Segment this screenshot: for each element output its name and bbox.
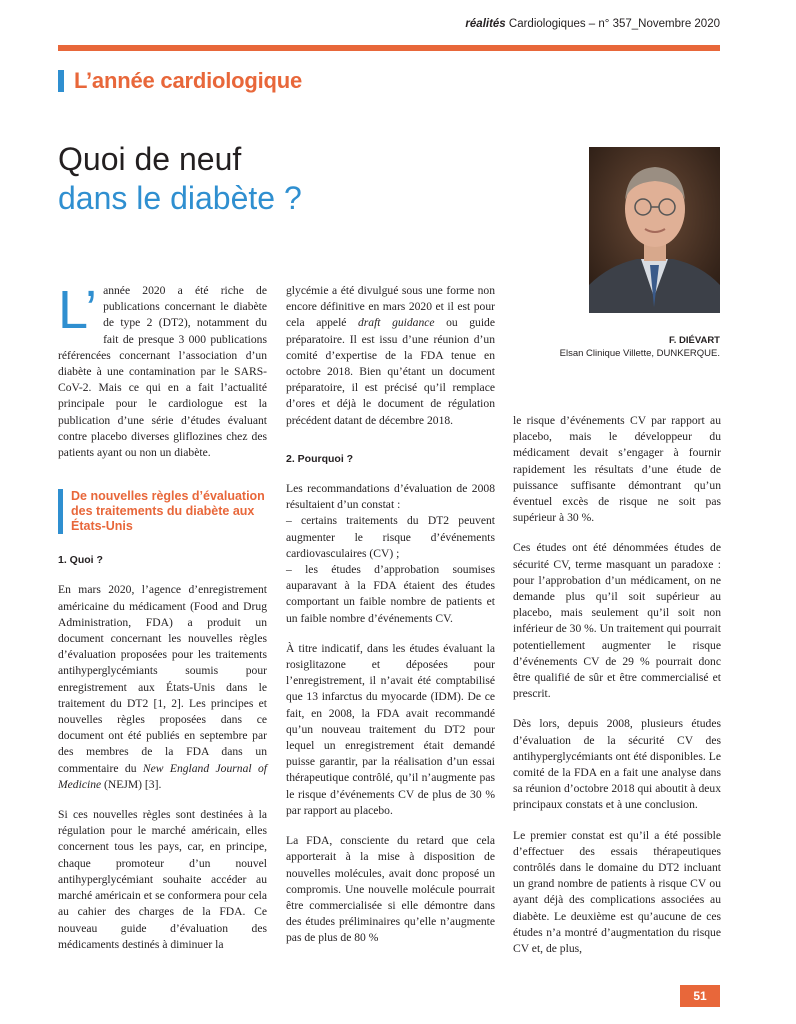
paragraph: Le premier constat est qu’il a été possible d’effectuer des essais thérapeutiques contrôlés dans le domaine du DT2 incluant un grand nombre de patients à risque CV ou ayant déjà des complications associées au diabète. Le deuxième est qu’aucune de ces études n’a montré d’augmentation du risque CV et, de plus, bbox=[513, 828, 721, 956]
paragraph: La FDA, consciente du retard que cela apporterait à la mise à disposition de nouvelles molécules, avait donc proposé un compromis. Une nouvelle molécule pourrait être commercialisée si elle démontre dans des études préliminaires qu’elle n’augmente pas de plus de 80 % bbox=[286, 834, 495, 945]
header-rule bbox=[58, 45, 720, 51]
paragraph: Dès lors, depuis 2008, plusieurs études d’évaluation de la sécurité CV des antihyperglycémiants ont été disponibles. Le comité de la FDA en a fait une analyse dans sa réunion d’octobre 2018 qui aboutit à deux principaux constats et à une conclusion. bbox=[513, 717, 721, 812]
subsection-heading: De nouvelles règles d’évaluation des traitements du diabète aux États-Unis bbox=[58, 489, 267, 534]
journal-issue: Cardiologiques – n° 357_Novembre 2020 bbox=[505, 18, 720, 30]
paragraph: le risque d’événements CV par rapport au placebo, mais le développeur du médicament devait s’engager à fournir rapidement les résultats d’une étude de puissance suffisante démontrant qu’un éventuel excès de risque ne soit pas supérieur à 30 %. bbox=[513, 414, 721, 525]
page-number: 51 bbox=[680, 985, 720, 1007]
draft-guidance-term: draft guidance bbox=[357, 316, 435, 330]
list-item: – certains traitements du DT2 peuvent augmenter le risque d’événements cardiovasculaires (CV) ; bbox=[286, 514, 495, 560]
question-heading-1: 1. Quoi ? bbox=[58, 554, 103, 567]
title-line-2: dans le diabète ? bbox=[58, 180, 302, 216]
title-line-1: Quoi de neuf bbox=[58, 141, 242, 177]
author-photo bbox=[589, 147, 720, 313]
column-2 bbox=[286, 283, 495, 961]
drop-cap: L’ bbox=[58, 280, 98, 340]
column-3 bbox=[513, 413, 721, 971]
question-heading-2: 2. Pourquoi ? bbox=[286, 452, 354, 465]
author-affiliation: Elsan Clinique Villette, DUNKERQUE. bbox=[559, 348, 720, 359]
journal-name: New England Journal of Medicine bbox=[58, 761, 267, 791]
paragraph: À titre indicatif, dans les études évaluant la rosiglitazone et déposées pour l’enregistrement, il n’avait été comptabilisé que 13 infarctus du myocarde (IDM). De ce fait, en 2008, la FDA avait recommandé qu’un nouveau traitement du DT2 pour lequel un enregistrement était demandé puisse garantir, par la réalisation d’un essai thérapeutique contrôlé, qu’il n’augmente pas le risque d’événements CV de plus de 30 % par rapport au placebo. bbox=[286, 641, 495, 817]
section-marker bbox=[58, 70, 64, 92]
list-item: – les études d’approbation soumises auparavant à la FDA étaient des études comportant un faible nombre de patients et un faible nombre d’événements CV. bbox=[286, 563, 495, 625]
paragraph: En mars 2020, l’agence d’enregistrement américaine du médicament (Food and Drug Administration, FDA) a produit un document concernant les nouvelles règles d’évaluation proposées pour les traitements antihyperglycémiants soumis pour enregistrement aux États-Unis dans le traitement du DT2 [1, 2]. Les principes et nouvelles règles proposées dans ce document ont été publiés en septembre par des membres de la FDA dans un commentaire du New England Journal of Medicine (NEJM) [3]. bbox=[58, 583, 267, 791]
author-credit bbox=[560, 334, 720, 360]
paragraph: glycémie a été divulgué sous une forme non encore définitive en mars 2020 et il est pour cela appelé draft guidance ou guide préparatoire. Il est issu d’une réunion d’un comité d’expertise de la FDA tenue en octobre 2018. Bien qu’étant un document préparatoire, il est précisé qu’il remplace d’ores et déjà le document de régulation précédent datant de décembre 2018. bbox=[286, 284, 495, 427]
journal-brand: réalités bbox=[465, 18, 506, 30]
intro-paragraph: L’ année 2020 a été riche de publications concernant le diabète de type 2 (DT2), notamment du fait de presque 3 000 publications référencées concernant l’association d’un diabète à une contamination par le SARS-CoV-2. Mais ce qui en a fait l’actualité principale pour le cardiologue est la publication d’une série d’études évaluant contre placebo diverses gliflozines chez des patients ayant ou non un diabète. bbox=[58, 280, 267, 460]
paragraph: Ces études ont été dénommées études de sécurité CV, terme masquant un paradoxe : pour l’approbation d’un médicament, on ne demande plus qu’il soit supérieur au placebo, mais seulement qu’il soit non inférieur de 30 %. Un traitement qui pourrait potentiellement augmenter le risque d’événements CV de 29 % pourrait donc être qualifié de sûr et être commercialisé et prescrit. bbox=[513, 541, 721, 701]
author-name: F. DIÉVART bbox=[668, 335, 720, 346]
column-1 bbox=[58, 280, 267, 967]
paragraph: Les recommandations d’évaluation de 2008 résultaient d’un constat : bbox=[286, 482, 495, 512]
article-title bbox=[58, 140, 302, 218]
running-header bbox=[465, 18, 720, 30]
section-label bbox=[58, 68, 302, 94]
paragraph: Si ces nouvelles règles sont destinées à la régulation pour le marché américain, elles concernent tous les pays, car, en principe, chaque promoteur d’un nouvel antihyperglycémiant souhaite accéder au marché américain et se conformera pour cela au cahier des charges de la FDA. Ce nouveau guide d’évaluation des médicaments destinés à diminuer la bbox=[58, 808, 267, 951]
section-title: L’année cardiologique bbox=[74, 68, 303, 93]
